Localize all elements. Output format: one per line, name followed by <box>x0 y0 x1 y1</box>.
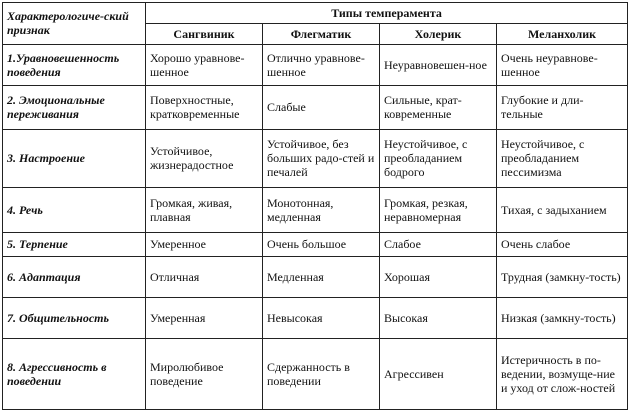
table-cell: Миролюбивое поведение <box>146 338 263 409</box>
table-cell: Сильные, крат-ковременные <box>380 85 497 129</box>
table-row <box>3 187 628 232</box>
trait-label: 4. Речь <box>3 187 146 232</box>
table-cell: Слабые <box>263 85 380 129</box>
table-cell: Истеричность в по-ведении, возмуще-ние и уход от слож-ностей <box>497 338 628 409</box>
table-cell: Высокая <box>380 297 497 338</box>
table-cell: Поверхностные, кратковременные <box>146 85 263 129</box>
trait-column-header: Характерологиче-ский признак <box>3 3 146 45</box>
table-cell: Очень неуравнове-шенное <box>497 44 628 85</box>
table-cell: Трудная (замкну-тость) <box>497 256 628 297</box>
table-row <box>3 297 628 338</box>
table-cell: Агрессивен <box>380 338 497 409</box>
trait-label: 6. Адаптация <box>3 256 146 297</box>
table-cell: Слабое <box>380 232 497 256</box>
table-cell: Умеренная <box>146 297 263 338</box>
type-header-sanguine: Сангвиник <box>146 23 263 44</box>
table-cell: Глубокие и дли-тельные <box>497 85 628 129</box>
table-cell: Громкая, живая, плавная <box>146 187 263 232</box>
table-row <box>3 338 628 409</box>
table-cell: Тихая, с задыханием <box>497 187 628 232</box>
trait-label: 3. Настроение <box>3 129 146 187</box>
table-row <box>3 256 628 297</box>
table-cell: Низкая (замкну-тость) <box>497 297 628 338</box>
type-header-phlegmatic: Флегматик <box>263 23 380 44</box>
table-cell: Неустойчивое, с преобладанием бодрого <box>380 129 497 187</box>
table-row <box>3 44 628 85</box>
trait-label: 1.Уравновешенность поведения <box>3 44 146 85</box>
trait-label: 2. Эмоциональные переживания <box>3 85 146 129</box>
type-header-choleric: Холерик <box>380 23 497 44</box>
table-row <box>3 85 628 129</box>
table-cell: Медленная <box>263 256 380 297</box>
temperament-types-header: Типы темперамента <box>146 3 628 24</box>
table-cell: Отличная <box>146 256 263 297</box>
table-cell: Невысокая <box>263 297 380 338</box>
table-cell: Неустойчивое, с преобладанием пессимизма <box>497 129 628 187</box>
table-cell: Устойчивое, жизнерадостное <box>146 129 263 187</box>
table-cell: Хорошая <box>380 256 497 297</box>
table-cell: Хорошо уравнове-шенное <box>146 44 263 85</box>
table-cell: Сдержанность в поведении <box>263 338 380 409</box>
table-cell: Неуравновешен-ное <box>380 44 497 85</box>
table-row <box>3 129 628 187</box>
temperament-table <box>2 2 628 410</box>
table-cell: Отлично уравнове-шенное <box>263 44 380 85</box>
table-cell: Очень слабое <box>497 232 628 256</box>
table-cell: Очень большое <box>263 232 380 256</box>
header-row-group <box>3 3 628 24</box>
trait-label: 5. Терпение <box>3 232 146 256</box>
table-cell: Устойчивое, без больших радо-стей и печалей <box>263 129 380 187</box>
table-row <box>3 232 628 256</box>
table-cell: Монотонная, медленная <box>263 187 380 232</box>
table-cell: Громкая, резкая, неравномерная <box>380 187 497 232</box>
type-header-melancholic: Меланхолик <box>497 23 628 44</box>
trait-label: 8. Агрессивность в поведении <box>3 338 146 409</box>
table-cell: Умеренное <box>146 232 263 256</box>
trait-label: 7. Общительность <box>3 297 146 338</box>
